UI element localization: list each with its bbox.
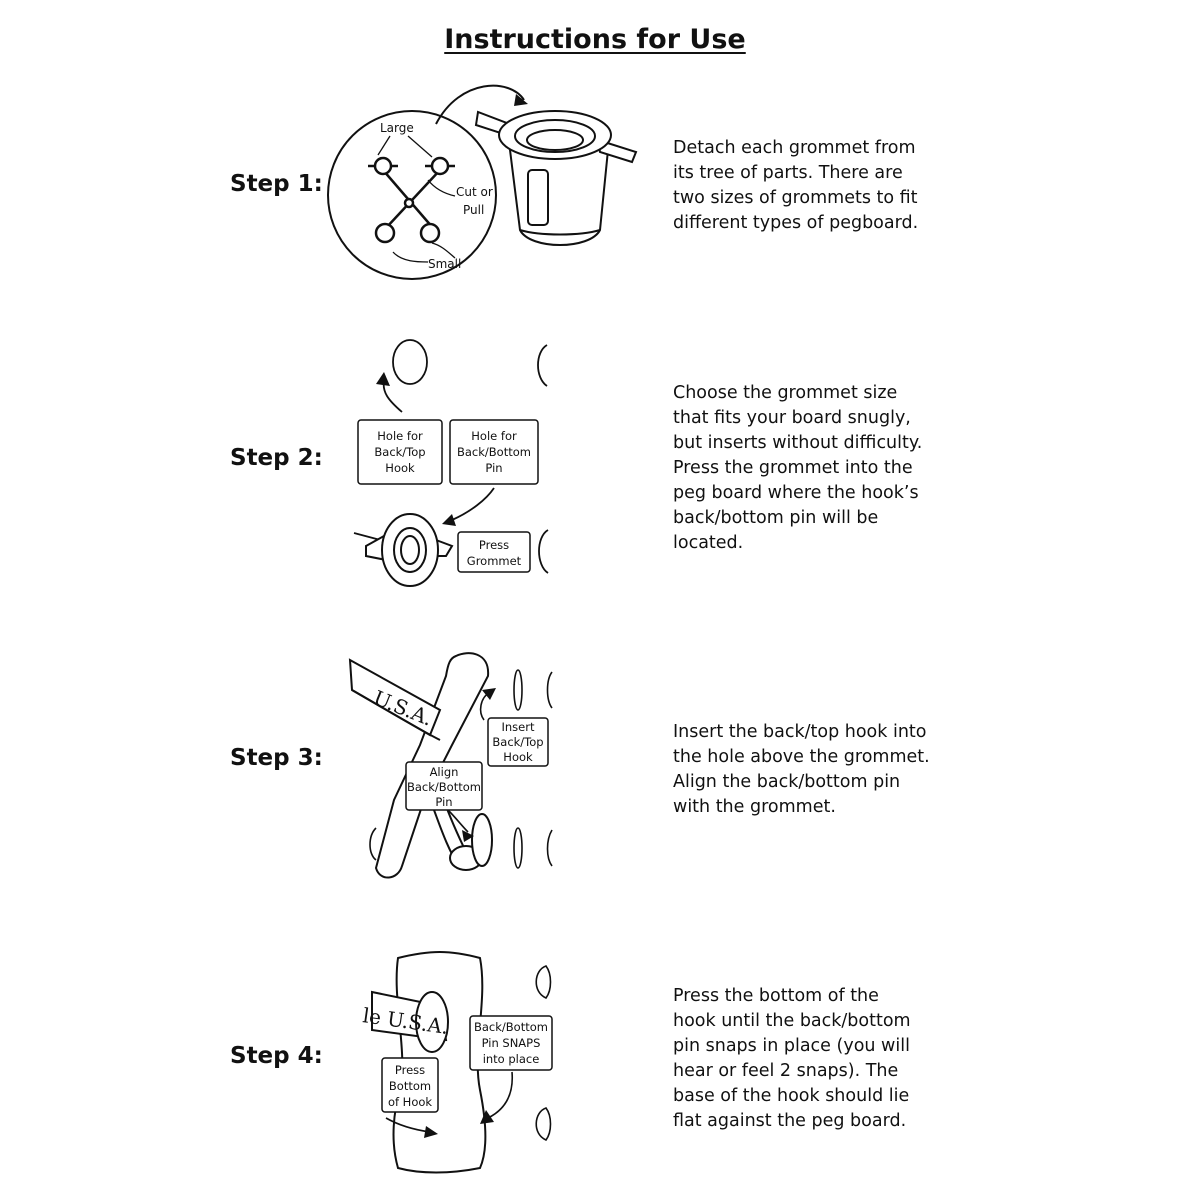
callout-line: Pin bbox=[435, 795, 453, 809]
step-3-text bbox=[673, 720, 973, 820]
step-2-line: located. bbox=[673, 533, 744, 553]
arrowhead-icon bbox=[442, 514, 456, 526]
step-2-line: back/bottom pin will be bbox=[673, 508, 879, 528]
callout-line: Back/Top bbox=[492, 735, 544, 749]
step-4-illustration bbox=[320, 940, 560, 1180]
step-3-illustration bbox=[320, 640, 560, 890]
callout-press-bottom bbox=[382, 1058, 438, 1112]
step-4-line: hook until the back/bottom bbox=[673, 1011, 911, 1031]
callout-line: Back/Bottom bbox=[457, 445, 531, 459]
callout-line: Press bbox=[478, 538, 510, 552]
step-1-label: Step 1: bbox=[230, 171, 323, 197]
callout-line: Grommet bbox=[466, 554, 522, 568]
grommet-closeup-icon bbox=[476, 111, 636, 245]
callout-hole-top-hook bbox=[358, 420, 442, 484]
callout-line: Hook bbox=[503, 750, 533, 764]
step-4-label: Step 4: bbox=[230, 1043, 323, 1069]
grommet-tree-diagram bbox=[368, 158, 455, 242]
step-1-text bbox=[673, 136, 973, 236]
back-pin-icon bbox=[434, 806, 492, 870]
pegboard-hole-edge bbox=[539, 530, 548, 573]
step-2-line: but inserts without difficulty. bbox=[673, 433, 923, 453]
pegboard-hole-edge bbox=[538, 345, 547, 386]
callout-large: Large bbox=[380, 121, 414, 135]
small-grommet-ring bbox=[421, 224, 439, 242]
callout-line: Press bbox=[394, 1063, 426, 1077]
callout-insert-top-hook bbox=[488, 718, 548, 766]
step-3-line: with the grommet. bbox=[673, 797, 836, 817]
grommet-icon bbox=[366, 514, 452, 586]
callout-line: into place bbox=[482, 1052, 540, 1066]
step-2-label: Step 2: bbox=[230, 445, 323, 471]
step-1-line: two sizes of grommets to fit bbox=[673, 188, 918, 208]
step-3-line: the hole above the grommet. bbox=[673, 747, 930, 767]
hook-brand-text: le U.S.A. bbox=[361, 1003, 450, 1039]
step-3-line: Align the back/bottom pin bbox=[673, 772, 901, 792]
step-4-line: pin snaps in place (you will bbox=[673, 1036, 910, 1056]
step-2-line: Choose the grommet size bbox=[673, 383, 898, 403]
step-1-line: Detach each grommet from bbox=[673, 138, 916, 158]
large-grommet-ring bbox=[432, 158, 448, 174]
step-4-line: flat against the peg board. bbox=[673, 1111, 907, 1131]
step-1-illustration bbox=[320, 75, 650, 290]
callout-line: Bottom bbox=[388, 1079, 432, 1093]
callout-line: Hook bbox=[385, 461, 415, 475]
callout-line: Back/Top bbox=[374, 445, 426, 459]
small-grommet-ring bbox=[376, 224, 394, 242]
callout-line: Hole for bbox=[471, 429, 517, 443]
large-grommet-ring bbox=[375, 158, 391, 174]
step-2-line: Press the grommet into the bbox=[673, 458, 913, 478]
step-2-illustration bbox=[320, 330, 560, 595]
callout-small: Small bbox=[428, 257, 462, 271]
step-4-line: hear or feel 2 snaps). The bbox=[673, 1061, 899, 1081]
step-2-line: peg board where the hook’s bbox=[673, 483, 919, 503]
step-4-text bbox=[673, 984, 973, 1134]
step-2-text bbox=[673, 381, 973, 556]
step-2-line: that fits your board snugly, bbox=[673, 408, 911, 428]
callout-line: Pin bbox=[485, 461, 503, 475]
callout-line: Insert bbox=[501, 720, 535, 734]
pegboard-hole bbox=[393, 340, 427, 384]
callout-align-bottom-pin bbox=[406, 762, 482, 810]
step-3-label: Step 3: bbox=[230, 745, 323, 771]
callout-line: Back/Bottom bbox=[407, 780, 481, 794]
callout-line: Pin SNAPS bbox=[481, 1036, 541, 1050]
callout-cut-or: Cut or bbox=[456, 185, 493, 199]
arrowhead-icon bbox=[376, 372, 390, 386]
callout-line: Back/Bottom bbox=[474, 1020, 548, 1034]
callout-pin-snaps bbox=[470, 1016, 552, 1070]
step-3-line: Insert the back/top hook into bbox=[673, 722, 927, 742]
step-1-line: its tree of parts. There are bbox=[673, 163, 903, 183]
step-4-line: base of the hook should lie bbox=[673, 1086, 910, 1106]
step-1-line: different types of pegboard. bbox=[673, 213, 919, 233]
callout-pull: Pull bbox=[463, 203, 485, 217]
page-title: Instructions for Use bbox=[444, 24, 746, 55]
callout-hole-bottom-pin bbox=[450, 420, 538, 484]
callout-line: Align bbox=[429, 765, 459, 779]
callout-press-grommet bbox=[458, 532, 530, 572]
callout-line: of Hook bbox=[387, 1095, 433, 1109]
hook-brand-text: U.S.A. bbox=[370, 685, 437, 731]
step-4-line: Press the bottom of the bbox=[673, 986, 879, 1006]
callout-line: Hole for bbox=[377, 429, 423, 443]
